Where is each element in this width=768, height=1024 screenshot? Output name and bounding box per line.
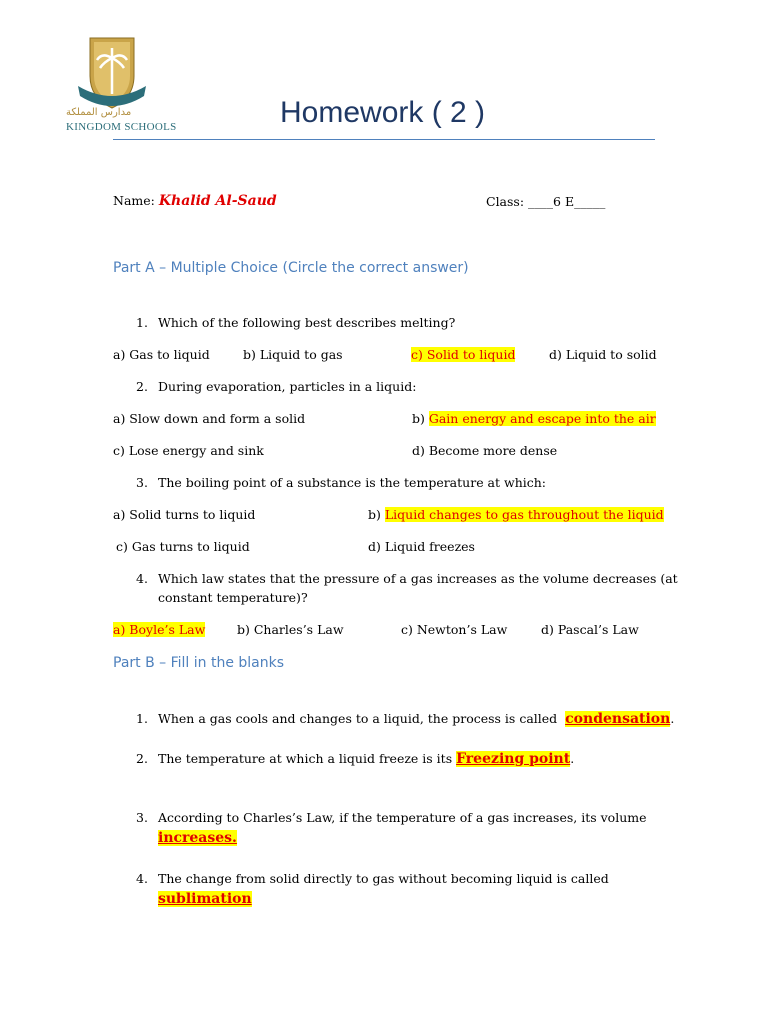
option-c-answer: c) Solid to liquid	[411, 347, 516, 362]
option-a: a) Slow down and form a solid	[113, 411, 306, 426]
option-b	[368, 507, 664, 522]
item-answer: condensation	[565, 711, 671, 727]
option-c: c) Newton’s Law	[401, 622, 508, 637]
option-c: c) Gas turns to liquid	[116, 539, 250, 554]
option-a: a) Gas to liquid	[113, 347, 210, 362]
class-row	[486, 194, 605, 209]
question-number: 1.	[136, 315, 148, 330]
question-text: The boiling point of a substance is the temperature at which:	[158, 475, 547, 490]
option-b-answer: Gain energy and escape into the air	[428, 411, 656, 426]
fill-blank-item	[158, 711, 674, 727]
item-answer: sublimation	[158, 891, 252, 907]
item-punct: .	[670, 711, 675, 726]
name-row	[113, 193, 277, 209]
fill-blank-item	[158, 751, 574, 767]
logo-english-text: KINGDOM SCHOOLS	[66, 121, 177, 133]
item-number: 3.	[136, 810, 148, 825]
item-punct: .	[570, 751, 575, 766]
page-title: Homework ( 2 )	[280, 96, 486, 129]
option-b-answer: Liquid changes to gas throughout the liquid	[384, 507, 664, 522]
option-b-label: b)	[368, 507, 385, 522]
question-number: 4.	[136, 571, 148, 586]
item-number: 1.	[136, 711, 148, 726]
question-text-line1: Which law states that the pressure of a gas increases as the volume decreases (at	[158, 571, 678, 586]
item-answer: increases.	[158, 830, 237, 846]
class-value: ____6 E_____	[528, 194, 606, 209]
name-label: Name:	[113, 193, 155, 208]
item-text: When a gas cools and changes to a liquid, the process is called	[158, 711, 558, 726]
question-number: 2.	[136, 379, 148, 394]
class-label: Class:	[486, 194, 525, 209]
option-a-answer: a) Boyle’s Law	[113, 622, 206, 637]
option-b: b) Charles’s Law	[237, 622, 344, 637]
logo-arabic-text: مدارس المملكة	[66, 107, 132, 118]
item-text: The temperature at which a liquid freeze is its	[158, 751, 453, 766]
option-a: a) Solid turns to liquid	[113, 507, 256, 522]
part-a-heading: Part A – Multiple Choice (Circle the correct answer)	[113, 260, 469, 276]
option-d: d) Liquid freezes	[368, 539, 475, 554]
question-text-line2: constant temperature)?	[158, 590, 308, 605]
option-d: d) Liquid to solid	[549, 347, 657, 362]
item-number: 4.	[136, 871, 148, 886]
part-b-heading: Part B – Fill in the blanks	[113, 655, 285, 671]
title-divider	[113, 139, 655, 140]
item-text: According to Charles’s Law, if the temperature of a gas increases, its volume	[158, 810, 647, 825]
name-value: Khalid Al-Saud	[158, 193, 277, 209]
option-b	[412, 411, 656, 426]
option-b-label: b)	[412, 411, 429, 426]
option-d: d) Pascal’s Law	[541, 622, 639, 637]
question-text: Which of the following best describes melting?	[158, 315, 456, 330]
option-d: d) Become more dense	[412, 443, 558, 458]
question-number: 3.	[136, 475, 148, 490]
question-text: During evaporation, particles in a liquid:	[158, 379, 417, 394]
item-text: The change from solid directly to gas without becoming liquid is called	[158, 871, 609, 886]
option-b: b) Liquid to gas	[243, 347, 343, 362]
item-number: 2.	[136, 751, 148, 766]
option-c: c) Lose energy and sink	[113, 443, 264, 458]
item-answer: Freezing point	[456, 751, 571, 767]
